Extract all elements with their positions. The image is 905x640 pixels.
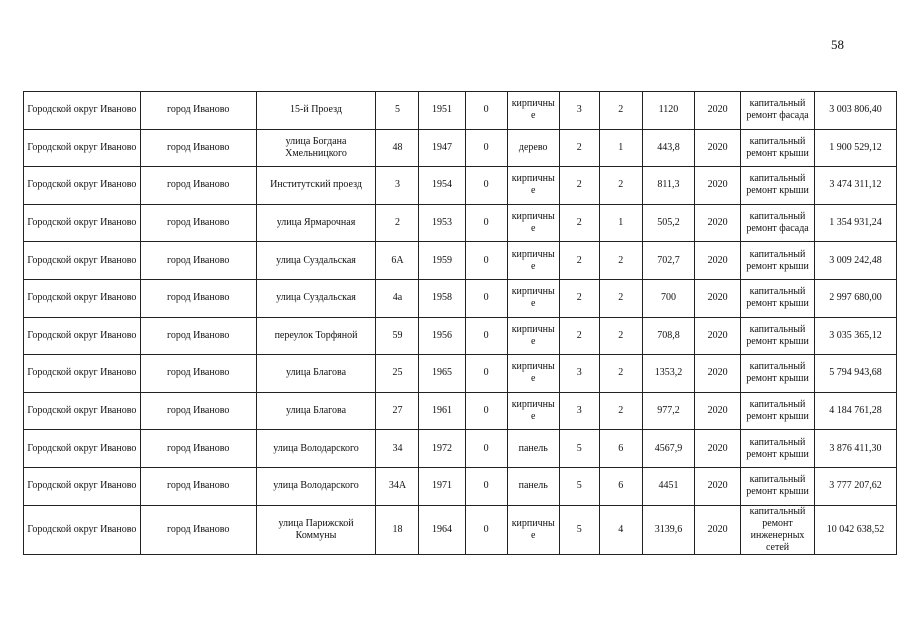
cell-wall-material: кирпичные: [507, 242, 559, 280]
cell-street: улица Богдана Хмельницкого: [256, 129, 376, 167]
cell-build-year: 1956: [419, 317, 465, 355]
cell-wall-material: кирпичные: [507, 279, 559, 317]
cell-repair-year: 2020: [695, 242, 741, 280]
cell-year-col: 0: [465, 467, 507, 505]
cell-street: улица Ярмарочная: [256, 204, 376, 242]
cell-house-number: 34А: [376, 467, 419, 505]
cell-year-col: 0: [465, 242, 507, 280]
cell-work-type: капитальный ремонт крыши: [741, 279, 815, 317]
cell-floors: 2: [559, 279, 599, 317]
cell-entrances: 6: [599, 467, 642, 505]
cell-wall-material: кирпичные: [507, 355, 559, 393]
cell-wall-material: панель: [507, 467, 559, 505]
cell-entrances: 2: [599, 167, 642, 205]
table-row: [24, 392, 897, 430]
cell-house-number: 5: [376, 92, 419, 130]
page-number: 58: [831, 37, 844, 52]
cell-settlement: город Иваново: [140, 467, 256, 505]
table-row: [24, 167, 897, 205]
cell-wall-material: дерево: [507, 129, 559, 167]
cell-settlement: город Иваново: [140, 430, 256, 468]
cell-house-number: 6А: [376, 242, 419, 280]
cell-entrances: 2: [599, 317, 642, 355]
cell-area: 443,8: [642, 129, 694, 167]
cell-work-type: капитальный ремонт крыши: [741, 317, 815, 355]
cell-entrances: 2: [599, 92, 642, 130]
cell-wall-material: кирпичные: [507, 204, 559, 242]
cell-year-col: 0: [465, 92, 507, 130]
cell-cost: 4 184 761,28: [814, 392, 896, 430]
cell-repair-year: 2020: [695, 129, 741, 167]
cell-settlement: город Иваново: [140, 505, 256, 554]
cell-cost: 1 900 529,12: [814, 129, 896, 167]
cell-house-number: 18: [376, 505, 419, 554]
cell-area: 1120: [642, 92, 694, 130]
cell-build-year: 1961: [419, 392, 465, 430]
cell-year-col: 0: [465, 129, 507, 167]
cell-entrances: 2: [599, 279, 642, 317]
cell-settlement: город Иваново: [140, 317, 256, 355]
cell-entrances: 1: [599, 129, 642, 167]
cell-floors: 2: [559, 242, 599, 280]
cell-floors: 5: [559, 467, 599, 505]
cell-cost: 10 042 638,52: [814, 505, 896, 554]
cell-work-type: капитальный ремонт крыши: [741, 129, 815, 167]
cell-wall-material: панель: [507, 430, 559, 468]
cell-municipality: Городской округ Иваново: [24, 279, 141, 317]
table-row: [24, 279, 897, 317]
cell-build-year: 1947: [419, 129, 465, 167]
cell-floors: 2: [559, 204, 599, 242]
table-row: [24, 242, 897, 280]
cell-cost: 3 777 207,62: [814, 467, 896, 505]
cell-entrances: 2: [599, 355, 642, 393]
cell-work-type: капитальный ремонт крыши: [741, 355, 815, 393]
cell-repair-year: 2020: [695, 279, 741, 317]
cell-wall-material: кирпичные: [507, 505, 559, 554]
cell-area: 505,2: [642, 204, 694, 242]
cell-municipality: Городской округ Иваново: [24, 430, 141, 468]
cell-street: улица Парижской Коммуны: [256, 505, 376, 554]
cell-year-col: 0: [465, 279, 507, 317]
cell-repair-year: 2020: [695, 430, 741, 468]
cell-house-number: 4а: [376, 279, 419, 317]
cell-floors: 2: [559, 167, 599, 205]
cell-municipality: Городской округ Иваново: [24, 204, 141, 242]
cell-settlement: город Иваново: [140, 355, 256, 393]
cell-settlement: город Иваново: [140, 392, 256, 430]
cell-repair-year: 2020: [695, 355, 741, 393]
cell-repair-year: 2020: [695, 317, 741, 355]
cell-street: улица Благова: [256, 355, 376, 393]
cell-settlement: город Иваново: [140, 204, 256, 242]
cell-repair-year: 2020: [695, 467, 741, 505]
cell-area: 811,3: [642, 167, 694, 205]
cell-floors: 5: [559, 505, 599, 554]
cell-floors: 2: [559, 317, 599, 355]
table-row: [24, 467, 897, 505]
cell-repair-year: 2020: [695, 167, 741, 205]
table-body: [24, 92, 897, 555]
cell-municipality: Городской округ Иваново: [24, 505, 141, 554]
cell-build-year: 1965: [419, 355, 465, 393]
cell-settlement: город Иваново: [140, 242, 256, 280]
cell-entrances: 1: [599, 204, 642, 242]
table-row: [24, 355, 897, 393]
cell-year-col: 0: [465, 355, 507, 393]
cell-municipality: Городской округ Иваново: [24, 317, 141, 355]
cell-municipality: Городской округ Иваново: [24, 129, 141, 167]
cell-house-number: 27: [376, 392, 419, 430]
cell-build-year: 1971: [419, 467, 465, 505]
cell-house-number: 59: [376, 317, 419, 355]
cell-area: 3139,6: [642, 505, 694, 554]
cell-year-col: 0: [465, 167, 507, 205]
cell-street: улица Суздальская: [256, 279, 376, 317]
cell-cost: 2 997 680,00: [814, 279, 896, 317]
repair-registry-table: [23, 91, 897, 555]
cell-build-year: 1951: [419, 92, 465, 130]
cell-area: 4567,9: [642, 430, 694, 468]
cell-work-type: капитальный ремонт крыши: [741, 167, 815, 205]
cell-floors: 3: [559, 355, 599, 393]
cell-floors: 3: [559, 92, 599, 130]
cell-entrances: 2: [599, 242, 642, 280]
cell-build-year: 1972: [419, 430, 465, 468]
cell-municipality: Городской округ Иваново: [24, 92, 141, 130]
cell-work-type: капитальный ремонт фасада: [741, 92, 815, 130]
cell-cost: 3 009 242,48: [814, 242, 896, 280]
cell-area: 702,7: [642, 242, 694, 280]
cell-work-type: капитальный ремонт крыши: [741, 392, 815, 430]
cell-municipality: Городской округ Иваново: [24, 242, 141, 280]
table-row: [24, 505, 897, 554]
cell-house-number: 2: [376, 204, 419, 242]
cell-work-type: капитальный ремонт крыши: [741, 467, 815, 505]
cell-floors: 3: [559, 392, 599, 430]
cell-build-year: 1958: [419, 279, 465, 317]
table-row: [24, 204, 897, 242]
cell-municipality: Городской округ Иваново: [24, 392, 141, 430]
cell-area: 977,2: [642, 392, 694, 430]
cell-house-number: 34: [376, 430, 419, 468]
cell-work-type: капитальный ремонт фасада: [741, 204, 815, 242]
cell-build-year: 1964: [419, 505, 465, 554]
cell-cost: 5 794 943,68: [814, 355, 896, 393]
cell-area: 700: [642, 279, 694, 317]
cell-settlement: город Иваново: [140, 167, 256, 205]
cell-year-col: 0: [465, 204, 507, 242]
cell-year-col: 0: [465, 392, 507, 430]
cell-repair-year: 2020: [695, 505, 741, 554]
cell-area: 4451: [642, 467, 694, 505]
cell-street: 15-й Проезд: [256, 92, 376, 130]
cell-repair-year: 2020: [695, 204, 741, 242]
cell-floors: 2: [559, 129, 599, 167]
cell-year-col: 0: [465, 505, 507, 554]
cell-street: улица Благова: [256, 392, 376, 430]
cell-street: переулок Торфяной: [256, 317, 376, 355]
cell-work-type: капитальный ремонт крыши: [741, 430, 815, 468]
cell-floors: 5: [559, 430, 599, 468]
cell-street: улица Суздальская: [256, 242, 376, 280]
cell-cost: 3 003 806,40: [814, 92, 896, 130]
cell-street: Институтский проезд: [256, 167, 376, 205]
cell-cost: 1 354 931,24: [814, 204, 896, 242]
cell-settlement: город Иваново: [140, 92, 256, 130]
cell-repair-year: 2020: [695, 92, 741, 130]
cell-work-type: капитальный ремонт инженерных сетей: [741, 505, 815, 554]
cell-work-type: капитальный ремонт крыши: [741, 242, 815, 280]
cell-settlement: город Иваново: [140, 129, 256, 167]
cell-wall-material: кирпичные: [507, 317, 559, 355]
cell-municipality: Городской округ Иваново: [24, 467, 141, 505]
cell-street: улица Володарского: [256, 430, 376, 468]
cell-year-col: 0: [465, 430, 507, 468]
cell-cost: 3 035 365,12: [814, 317, 896, 355]
cell-municipality: Городской округ Иваново: [24, 167, 141, 205]
cell-house-number: 25: [376, 355, 419, 393]
cell-house-number: 3: [376, 167, 419, 205]
cell-build-year: 1954: [419, 167, 465, 205]
table-row: [24, 129, 897, 167]
table-row: [24, 92, 897, 130]
cell-entrances: 2: [599, 392, 642, 430]
cell-wall-material: кирпичные: [507, 167, 559, 205]
cell-build-year: 1959: [419, 242, 465, 280]
cell-entrances: 6: [599, 430, 642, 468]
cell-cost: 3 474 311,12: [814, 167, 896, 205]
table-row: [24, 317, 897, 355]
cell-municipality: Городской округ Иваново: [24, 355, 141, 393]
cell-settlement: город Иваново: [140, 279, 256, 317]
cell-entrances: 4: [599, 505, 642, 554]
cell-cost: 3 876 411,30: [814, 430, 896, 468]
cell-area: 1353,2: [642, 355, 694, 393]
table-row: [24, 430, 897, 468]
cell-area: 708,8: [642, 317, 694, 355]
cell-year-col: 0: [465, 317, 507, 355]
cell-house-number: 48: [376, 129, 419, 167]
cell-street: улица Володарского: [256, 467, 376, 505]
cell-wall-material: кирпичные: [507, 92, 559, 130]
cell-build-year: 1953: [419, 204, 465, 242]
cell-wall-material: кирпичные: [507, 392, 559, 430]
cell-repair-year: 2020: [695, 392, 741, 430]
